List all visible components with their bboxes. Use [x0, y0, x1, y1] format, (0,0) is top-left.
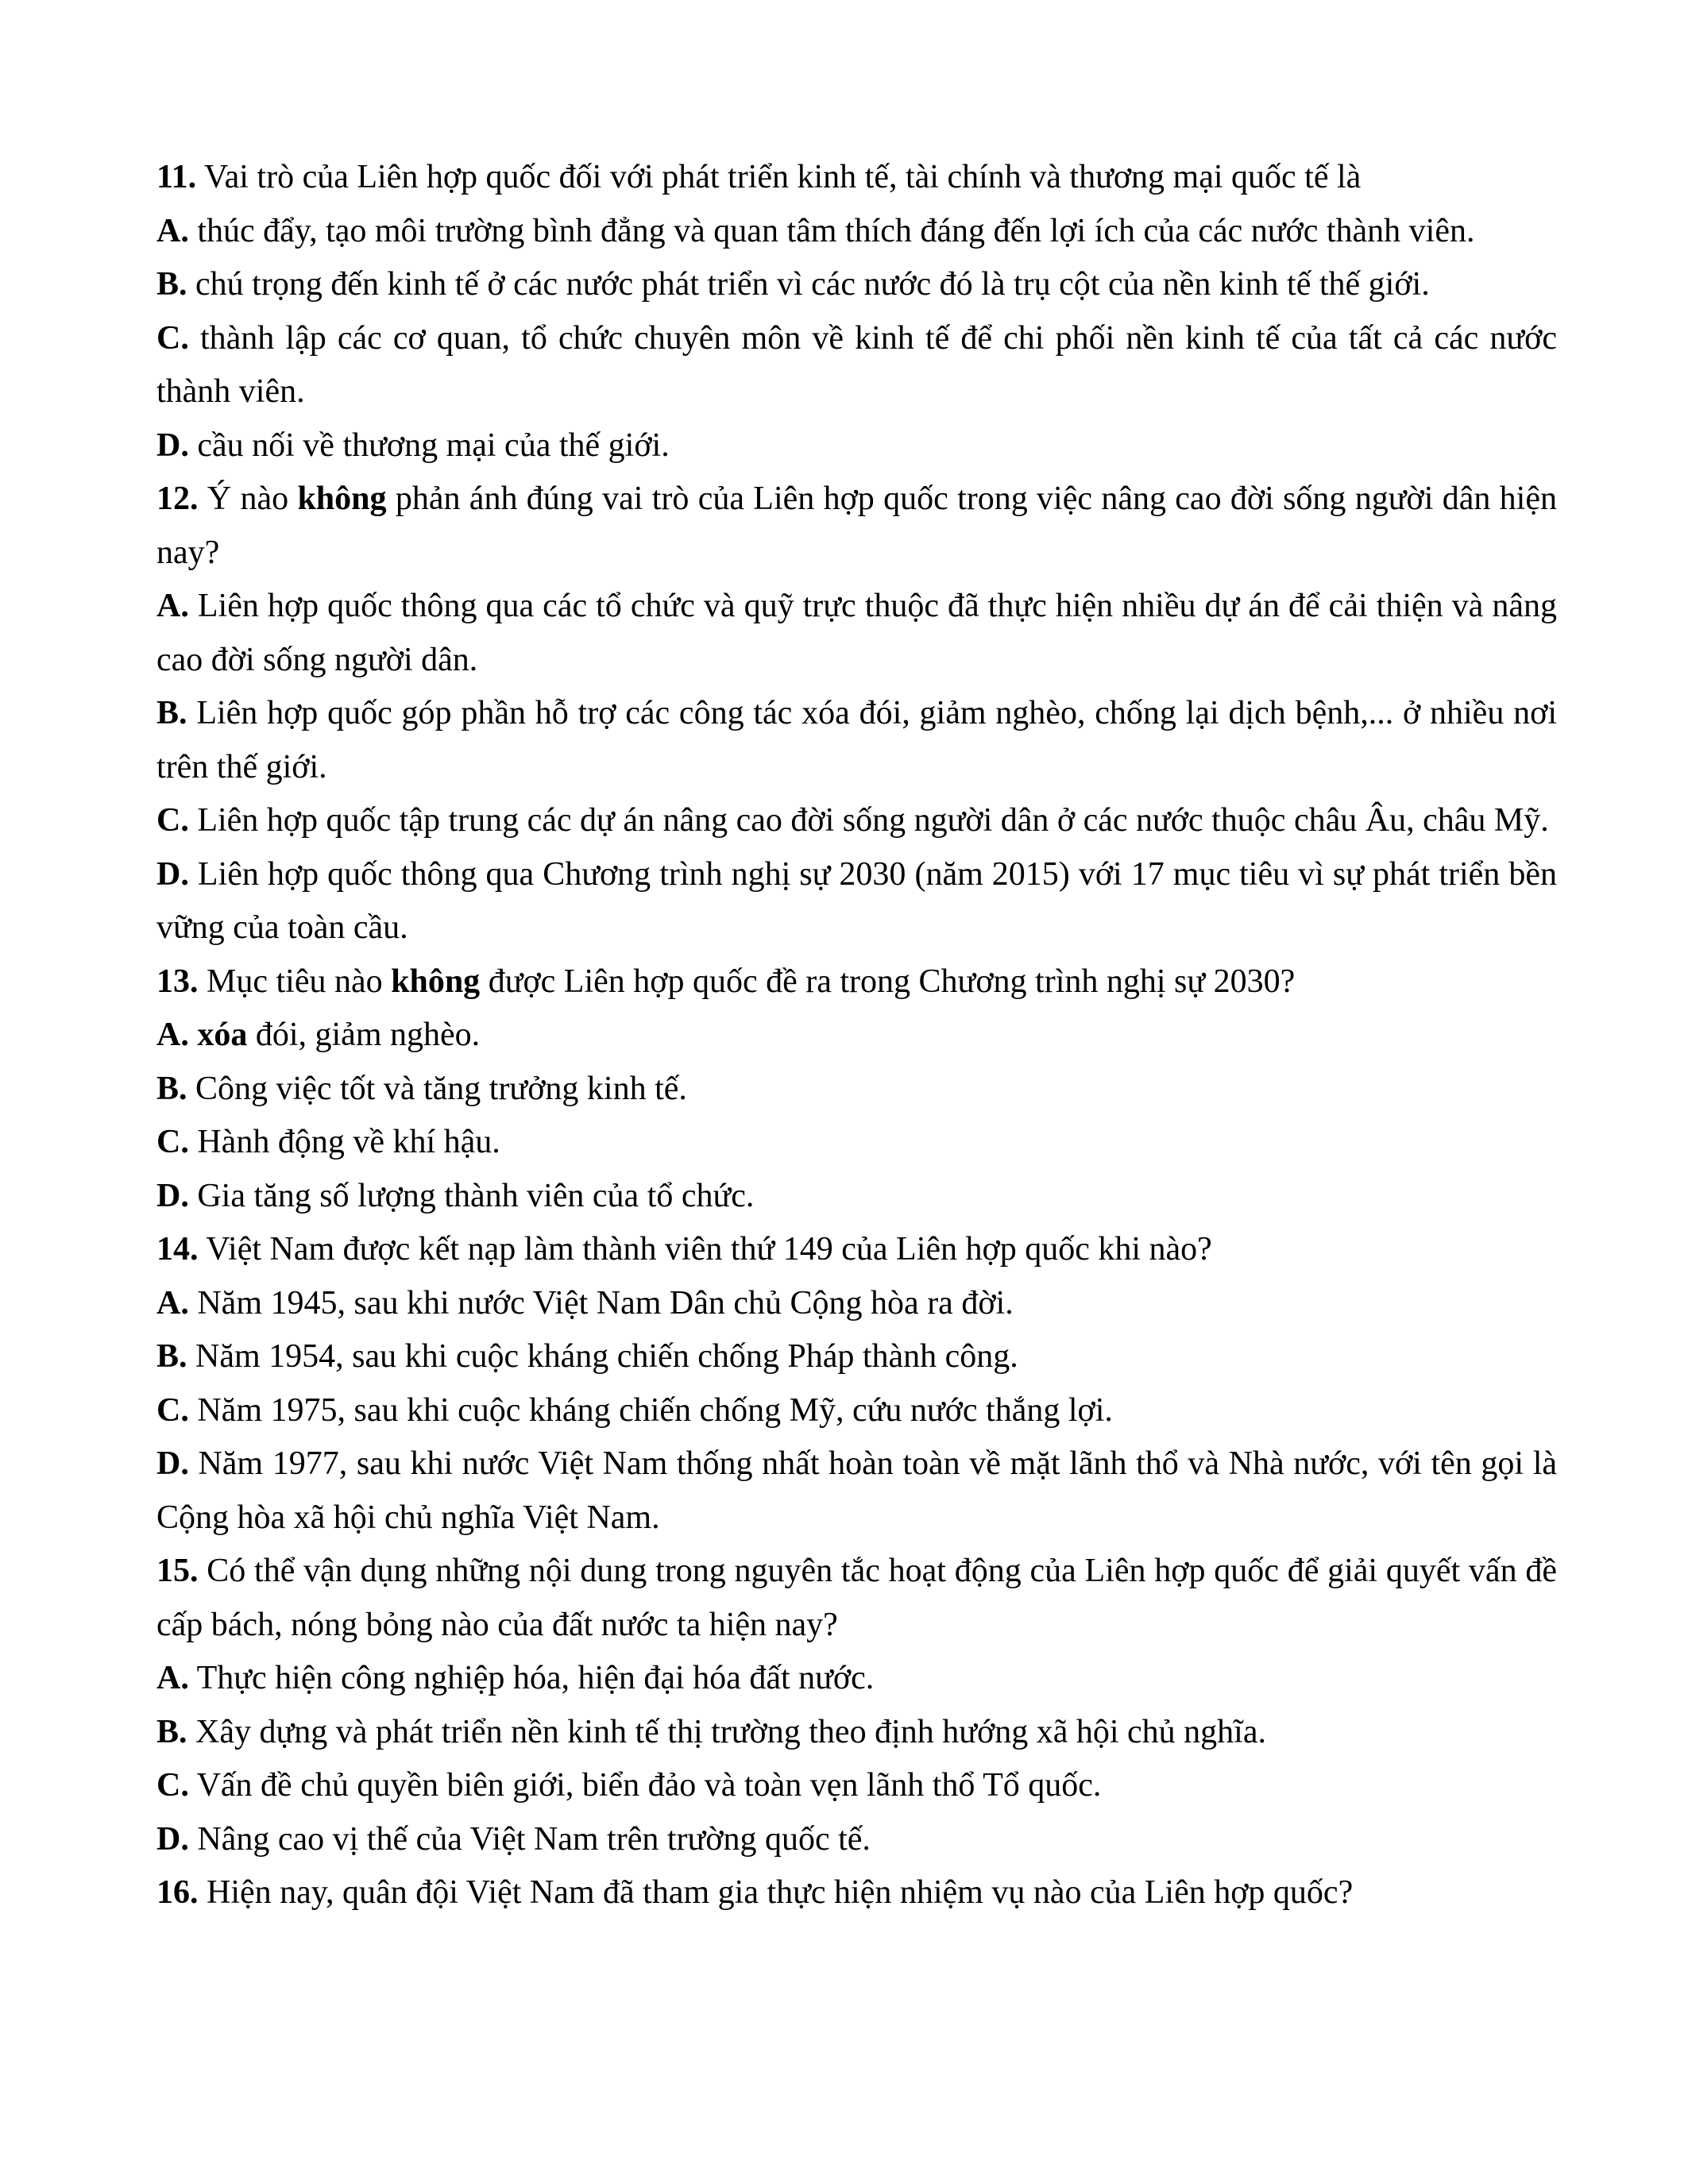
option-key: D. — [156, 426, 189, 464]
question-stem — [156, 473, 1557, 580]
emphasis-word: không — [391, 963, 481, 1000]
option-key: C. — [156, 1391, 189, 1429]
option-key: A. — [156, 588, 189, 624]
question-text: Vai trò của Liên hợp quốc đối với phát triển kinh tế, tài chính và thương mại quốc tế là — [196, 159, 1362, 195]
question-number: 11. — [156, 159, 197, 195]
option-text: cầu nối về thương mại của thế giới. — [188, 426, 670, 464]
option-a — [156, 1277, 1557, 1331]
option-key: A. — [156, 1017, 189, 1053]
option-text: đói, giảm nghèo. — [247, 1017, 481, 1053]
question-stem — [156, 1866, 1557, 1920]
option-text: Liên hợp quốc thông qua các tổ chức và quỹ trực thuộc đã thực hiện nhiều dự án để cải thiện và nâng cao đời sống người dân. — [156, 588, 1557, 678]
option-a — [156, 1652, 1557, 1706]
option-text: Liên hợp quốc thông qua Chương trình nghị sự 2030 (năm 2015) với 17 mục tiêu vì sự phát triển bền vững của toàn cầu. — [156, 855, 1557, 946]
option-text: thúc đẩy, tạo môi trường bình đẳng và quan tâm thích đáng đến lợi ích của các nước thành viên. — [188, 212, 1475, 249]
question-15 — [156, 1545, 1557, 1866]
option-key: B. — [156, 266, 187, 303]
option-key: B. — [156, 1070, 187, 1107]
question-11 — [156, 151, 1557, 473]
option-key: A. — [156, 1660, 189, 1696]
question-number: 12. — [156, 480, 199, 517]
option-c — [156, 1759, 1557, 1813]
question-text: Việt Nam được kết nạp làm thành viên thứ 149 của Liên hợp quốc khi nào? — [198, 1231, 1212, 1268]
option-key: C. — [156, 802, 189, 839]
option-a — [156, 1009, 1557, 1063]
document-page — [156, 151, 1557, 1920]
option-key: C. — [156, 319, 189, 357]
option-d — [156, 1813, 1557, 1867]
question-text: phản ánh đúng vai trò của Liên hợp quốc trong việc nâng cao đời sống người dân hiện nay? — [156, 480, 1557, 571]
option-c — [156, 794, 1557, 848]
question-12 — [156, 473, 1557, 955]
question-text: được Liên hợp quốc đề ra trong Chương trình nghị sự 2030? — [480, 963, 1296, 1000]
option-text: Liên hợp quốc tập trung các dự án nâng cao đời sống người dân ở các nước thuộc châu Âu, châu Mỹ. — [188, 802, 1549, 839]
option-key: B. — [156, 1338, 187, 1375]
option-text: Năm 1975, sau khi cuộc kháng chiến chống Mỹ, cứu nước thắng lợi. — [188, 1391, 1113, 1429]
question-14 — [156, 1223, 1557, 1545]
question-number: 16. — [156, 1874, 199, 1911]
option-b — [156, 1063, 1557, 1117]
option-key: B. — [156, 695, 187, 731]
question-stem — [156, 1545, 1557, 1652]
question-text: Hiện nay, quân đội Việt Nam đã tham gia thực hiện nhiệm vụ nào của Liên hợp quốc? — [198, 1874, 1354, 1911]
option-key: A. — [156, 212, 189, 249]
option-key: D. — [156, 1177, 189, 1214]
option-text: chú trọng đến kinh tế ở các nước phát triển vì các nước đó là trụ cột của nền kinh tế thế giới. — [187, 266, 1430, 303]
question-stem — [156, 1223, 1557, 1277]
question-text: Mục tiêu nào — [198, 963, 392, 1000]
option-a — [156, 205, 1557, 259]
option-text: Nâng cao vị thế của Việt Nam trên trường quốc tế. — [188, 1820, 871, 1858]
option-b — [156, 258, 1557, 312]
option-b — [156, 687, 1557, 794]
question-stem — [156, 955, 1557, 1009]
question-number: 14. — [156, 1231, 199, 1268]
option-d — [156, 419, 1557, 473]
option-c — [156, 1116, 1557, 1170]
question-16 — [156, 1866, 1557, 1920]
option-key: D. — [156, 1445, 189, 1482]
option-text: Vấn đề chủ quyền biên giới, biển đảo và toàn vẹn lãnh thổ Tổ quốc. — [188, 1767, 1102, 1804]
option-text: Hành động về khí hậu. — [188, 1124, 500, 1160]
question-text: Có thể vận dụng những nội dung trong nguyên tắc hoạt động của Liên hợp quốc để giải quyết vấn đề cấp bách, nóng bỏng nào của đất nước ta hiện nay? — [156, 1553, 1557, 1643]
option-text: Năm 1954, sau khi cuộc kháng chiến chống Pháp thành công. — [187, 1338, 1018, 1375]
question-13 — [156, 955, 1557, 1224]
option-c — [156, 312, 1557, 419]
option-c — [156, 1384, 1557, 1438]
option-text: Liên hợp quốc góp phần hỗ trợ các công tác xóa đói, giảm nghèo, chống lại dịch bệnh,... ở nhiều nơi trên thế giới. — [156, 695, 1557, 785]
emphasis-word: xóa — [188, 1017, 248, 1053]
option-d — [156, 1437, 1557, 1545]
option-text: Năm 1977, sau khi nước Việt Nam thống nhất hoàn toàn về mặt lãnh thổ và Nhà nước, với tên gọi là Cộng hòa xã hội chủ nghĩa Việt Nam. — [156, 1445, 1557, 1536]
option-key: A. — [156, 1284, 189, 1322]
emphasis-word: không — [297, 480, 387, 517]
option-b — [156, 1706, 1557, 1760]
option-text: Gia tăng số lượng thành viên của tổ chức. — [188, 1177, 755, 1214]
option-key: C. — [156, 1124, 189, 1160]
option-key: D. — [156, 855, 189, 893]
option-d — [156, 848, 1557, 955]
option-text: Thực hiện công nghiệp hóa, hiện đại hóa đất nước. — [188, 1660, 875, 1696]
option-key: C. — [156, 1767, 189, 1804]
question-text: Ý nào — [198, 480, 298, 517]
option-text: Xây dựng và phát triển nền kinh tế thị trường theo định hướng xã hội chủ nghĩa. — [187, 1713, 1266, 1750]
option-text: thành lập các cơ quan, tổ chức chuyên môn về kinh tế để chi phối nền kinh tế của tất cả các nước thành viên. — [156, 319, 1557, 410]
option-text: Công việc tốt và tăng trưởng kinh tế. — [187, 1070, 687, 1107]
question-stem — [156, 151, 1557, 205]
option-key: B. — [156, 1713, 187, 1750]
option-d — [156, 1170, 1557, 1224]
option-text: Năm 1945, sau khi nước Việt Nam Dân chủ Cộng hòa ra đời. — [188, 1284, 1014, 1322]
question-number: 13. — [156, 963, 199, 1000]
question-number: 15. — [156, 1553, 199, 1589]
option-a — [156, 580, 1557, 687]
option-key: D. — [156, 1820, 189, 1858]
option-b — [156, 1330, 1557, 1384]
